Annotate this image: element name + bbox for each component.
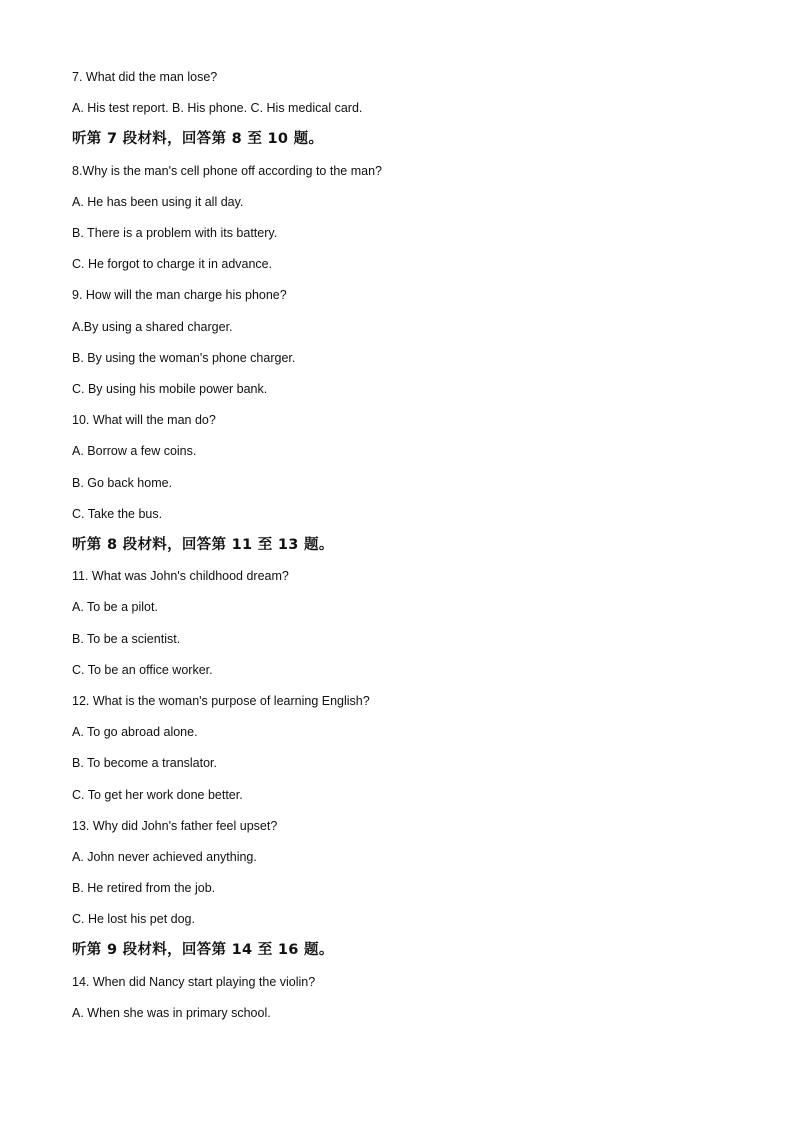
question-7: 7. What did the man lose? xyxy=(72,70,218,84)
option-11b: B. To be a scientist. xyxy=(72,632,181,646)
question-7-options: A. His test report. B. His phone. C. His medical card. xyxy=(72,101,363,115)
section-heading-9: 听第 9 段材料，回答第 14 至 16 题。 xyxy=(72,942,334,958)
option-9a: A.By using a shared charger. xyxy=(72,320,233,334)
question-13: 13. Why did John's father feel upset? xyxy=(72,819,278,833)
option-9c: C. By using his mobile power bank. xyxy=(72,382,268,396)
option-10b: B. Go back home. xyxy=(72,476,173,490)
section-heading-8: 听第 8 段材料，回答第 11 至 13 题。 xyxy=(72,537,334,553)
question-14: 14. When did Nancy start playing the violin? xyxy=(72,975,316,989)
question-11: 11. What was John's childhood dream? xyxy=(72,569,289,583)
option-11a: A. To be a pilot. xyxy=(72,600,158,614)
option-8b: B. There is a problem with its battery. xyxy=(72,226,278,240)
question-10: 10. What will the man do? xyxy=(72,413,216,427)
option-12b: B. To become a translator. xyxy=(72,756,217,770)
option-13b: B. He retired from the job. xyxy=(72,881,216,895)
option-12c: C. To get her work done better. xyxy=(72,788,243,802)
section-heading-7: 听第 7 段材料，回答第 8 至 10 题。 xyxy=(72,131,324,147)
question-8: 8.Why is the man's cell phone off according to the man? xyxy=(72,164,382,178)
question-9: 9. How will the man charge his phone? xyxy=(72,288,287,302)
option-14a: A. When she was in primary school. xyxy=(72,1006,271,1020)
option-8a: A. He has been using it all day. xyxy=(72,195,244,209)
option-11c: C. To be an office worker. xyxy=(72,663,213,677)
option-12a: A. To go abroad alone. xyxy=(72,725,198,739)
option-10c: C. Take the bus. xyxy=(72,507,163,521)
question-12: 12. What is the woman's purpose of learning English? xyxy=(72,694,370,708)
option-10a: A. Borrow a few coins. xyxy=(72,444,197,458)
option-8c: C. He forgot to charge it in advance. xyxy=(72,257,273,271)
option-13c: C. He lost his pet dog. xyxy=(72,912,195,926)
option-9b: B. By using the woman's phone charger. xyxy=(72,351,296,365)
option-13a: A. John never achieved anything. xyxy=(72,850,257,864)
